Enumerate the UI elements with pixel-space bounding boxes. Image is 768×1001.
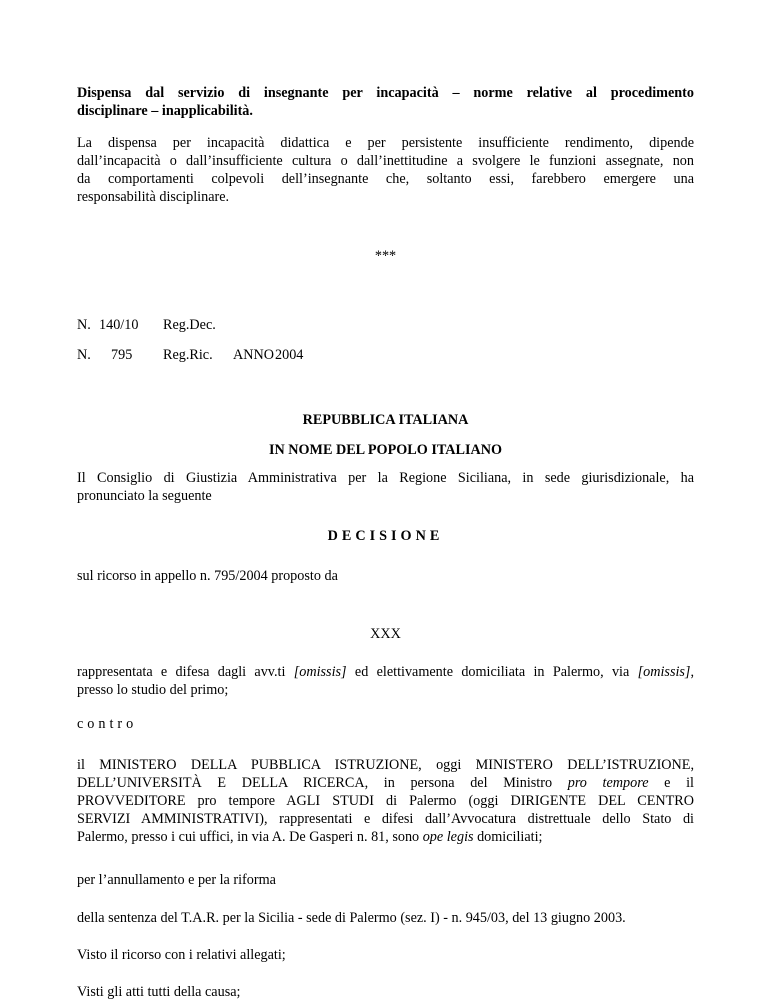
respondent-text: Palermo, presso i cui uffici, in via A. De Gasperi n. 81, sono bbox=[77, 829, 423, 845]
header-line-1: Dispensa dal servizio di insegnante per incapacità – norme relative al procedimento bbox=[77, 85, 694, 101]
representation-line-2: presso lo studio del primo; bbox=[77, 682, 229, 698]
representation-text: ed elettivamente domiciliata in Palermo, via bbox=[346, 664, 638, 680]
representation-text: rappresentata e difesa dagli avv.ti bbox=[77, 664, 294, 680]
respondent-line-2 bbox=[77, 774, 694, 792]
summary-paragraph bbox=[77, 134, 694, 206]
purpose-line: per l’annullamento e per la riforma bbox=[77, 872, 276, 888]
contro-label: contro bbox=[77, 716, 138, 732]
summary-line: dall’incapacità o dall’insufficiente cultura o dall’inettitudine a svolgere le funzioni assegnate, non bbox=[77, 153, 694, 169]
respondent-italic: pro tempore bbox=[567, 775, 649, 791]
respondent-text: e il bbox=[648, 775, 694, 791]
respondent-text: domiciliati; bbox=[473, 829, 543, 845]
intro-line-2: pronunciato la seguente bbox=[77, 488, 212, 504]
respondent-line-5 bbox=[77, 828, 694, 846]
registry-dec-prefix: N. bbox=[77, 317, 91, 333]
sentence-line: della sentenza del T.A.R. per la Sicilia - sede di Palermo (sez. I) - n. 945/03, del 13 giugno 2003. bbox=[77, 910, 626, 926]
omissis-text: [omissis] bbox=[637, 664, 691, 680]
registry-ric-number: 795 bbox=[111, 347, 133, 363]
separator: *** bbox=[374, 248, 397, 264]
party-name: XXX bbox=[370, 626, 401, 642]
registry-dec-label: Reg.Dec. bbox=[163, 317, 216, 333]
representation-text: , bbox=[690, 664, 695, 680]
registry-year: 2004 bbox=[275, 347, 304, 363]
summary-line: responsabilità disciplinare. bbox=[77, 189, 230, 205]
respondent-line-1: il MINISTERO DELLA PUBBLICA ISTRUZIONE, oggi MINISTERO DELL’ISTRUZIONE, bbox=[77, 757, 694, 773]
omissis-text: [omissis] bbox=[293, 664, 347, 680]
registry-ric bbox=[77, 346, 694, 364]
respondent-italic: ope legis bbox=[422, 829, 474, 845]
decisione-heading: DECISIONE bbox=[327, 528, 444, 544]
respondent-text: DELL’UNIVERSITÀ E DELLA RICERCA, in persona del Ministro bbox=[77, 775, 568, 791]
header-line-2: disciplinare – inapplicabilità. bbox=[77, 103, 253, 119]
registry-ric-label: Reg.Ric. bbox=[163, 347, 213, 363]
visto-ricorso-line: Visto il ricorso con i relativi allegati; bbox=[77, 947, 286, 963]
respondent-line-3: PROVVEDITORE pro tempore AGLI STUDI di Palermo (oggi DIRIGENTE DEL CENTRO bbox=[77, 793, 694, 809]
visti-atti-line: Visti gli atti tutti della causa; bbox=[77, 984, 241, 1000]
in-nome-heading: IN NOME DEL POPOLO ITALIANO bbox=[268, 442, 503, 458]
representation-paragraph bbox=[77, 663, 694, 699]
summary-line: La dispensa per incapacità didattica e per persistente insufficiente rendimento, dipende bbox=[77, 135, 694, 151]
registry-dec-number: 140/10 bbox=[99, 317, 139, 333]
intro-line-1: Il Consiglio di Giustizia Amministrativa per la Regione Siciliana, in sede giurisdizionale, ha bbox=[77, 470, 694, 486]
registry-year-label: ANNO bbox=[233, 347, 274, 363]
header-title bbox=[77, 84, 694, 120]
registry-ric-prefix: N. bbox=[77, 347, 91, 363]
respondent-line-4: SERVIZI AMMINISTRATIVI), rappresentati e difesi dall’Avvocatura distrettuale dello Stato di bbox=[77, 811, 694, 827]
representation-line-1 bbox=[77, 663, 694, 681]
registry-dec bbox=[77, 316, 694, 334]
republic-heading: REPUBBLICA ITALIANA bbox=[302, 412, 469, 428]
respondent-paragraph bbox=[77, 756, 694, 846]
intro-paragraph bbox=[77, 469, 694, 505]
appeal-line: sul ricorso in appello n. 795/2004 proposto da bbox=[77, 568, 338, 584]
summary-line: da comportamenti colpevoli dell’insegnante che, soltanto essi, farebbero emergere una bbox=[77, 171, 694, 187]
